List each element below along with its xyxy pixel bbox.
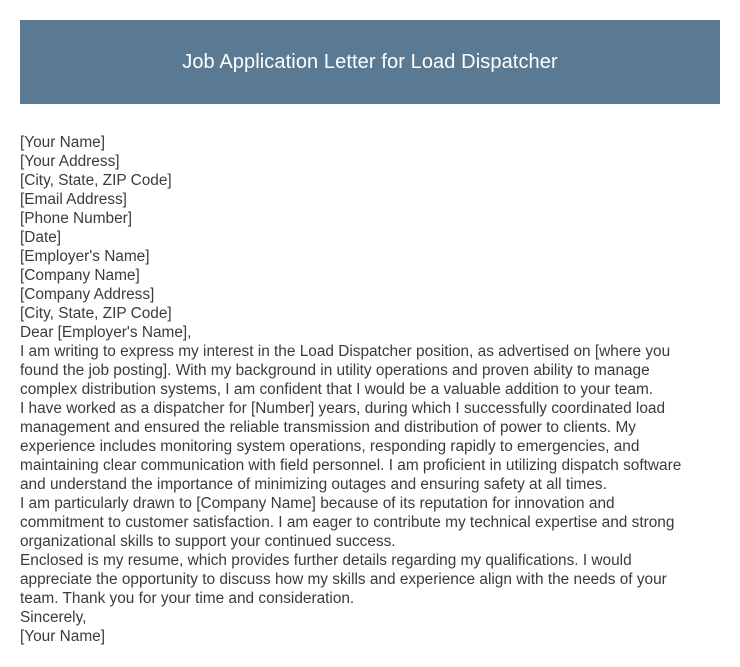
salutation: Dear [Employer's Name], [20,324,192,341]
paragraph-line: found the job posting]. With my background in utility operations and proven ability to manage [20,362,650,379]
recipient-block [20,247,725,323]
paragraph-intro [20,342,725,399]
letter-date: [Date] [20,229,62,246]
sender-email: [Email Address] [20,191,127,208]
paragraph-line: I am particularly drawn to [Company Name] because of its reputation for innovation and [20,495,615,512]
sender-city-state-zip: [City, State, ZIP Code] [20,172,172,189]
sender-phone: [Phone Number] [20,210,133,227]
title-banner [20,20,720,104]
paragraph-experience [20,399,725,494]
paragraph-line: organizational skills to support your continued success. [20,533,396,550]
paragraph-line: and understand the importance of minimizing outages and ensuring safety at all times. [20,476,607,493]
paragraph-line: team. Thank you for your time and consideration. [20,590,355,607]
page-title: Job Application Letter for Load Dispatcher [182,50,558,73]
paragraph-line: commitment to customer satisfaction. I am eager to contribute my technical expertise and strong [20,514,675,531]
company-name: [Company Name] [20,267,140,284]
sender-name: [Your Name] [20,134,105,151]
paragraph-line: management and ensured the reliable transmission and distribution of power to clients. My [20,419,636,436]
employer-name: [Employer's Name] [20,248,150,265]
signature: [Your Name] [20,628,105,645]
sender-block [20,133,725,247]
sender-address: [Your Address] [20,153,120,170]
company-city-state-zip: [City, State, ZIP Code] [20,305,172,322]
paragraph-line: I have worked as a dispatcher for [Number] years, during which I successfully coordinated load [20,400,666,417]
paragraph-line: complex distribution systems, I am confident that I would be a valuable addition to your team. [20,381,654,398]
paragraph-line: experience includes monitoring system operations, responding rapidly to emergencies, and [20,438,640,455]
company-address: [Company Address] [20,286,155,303]
paragraph-motivation [20,494,725,551]
paragraph-closing [20,551,725,608]
closing: Sincerely, [20,609,87,626]
paragraph-line: maintaining clear communication with field personnel. I am proficient in utilizing dispatch software [20,457,682,474]
paragraph-line: Enclosed is my resume, which provides further details regarding my qualifications. I would [20,552,632,569]
paragraph-line: appreciate the opportunity to discuss how my skills and experience align with the needs of your [20,571,667,588]
paragraph-line: I am writing to express my interest in the Load Dispatcher position, as advertised on [where you [20,343,671,360]
letter-body [20,133,725,646]
